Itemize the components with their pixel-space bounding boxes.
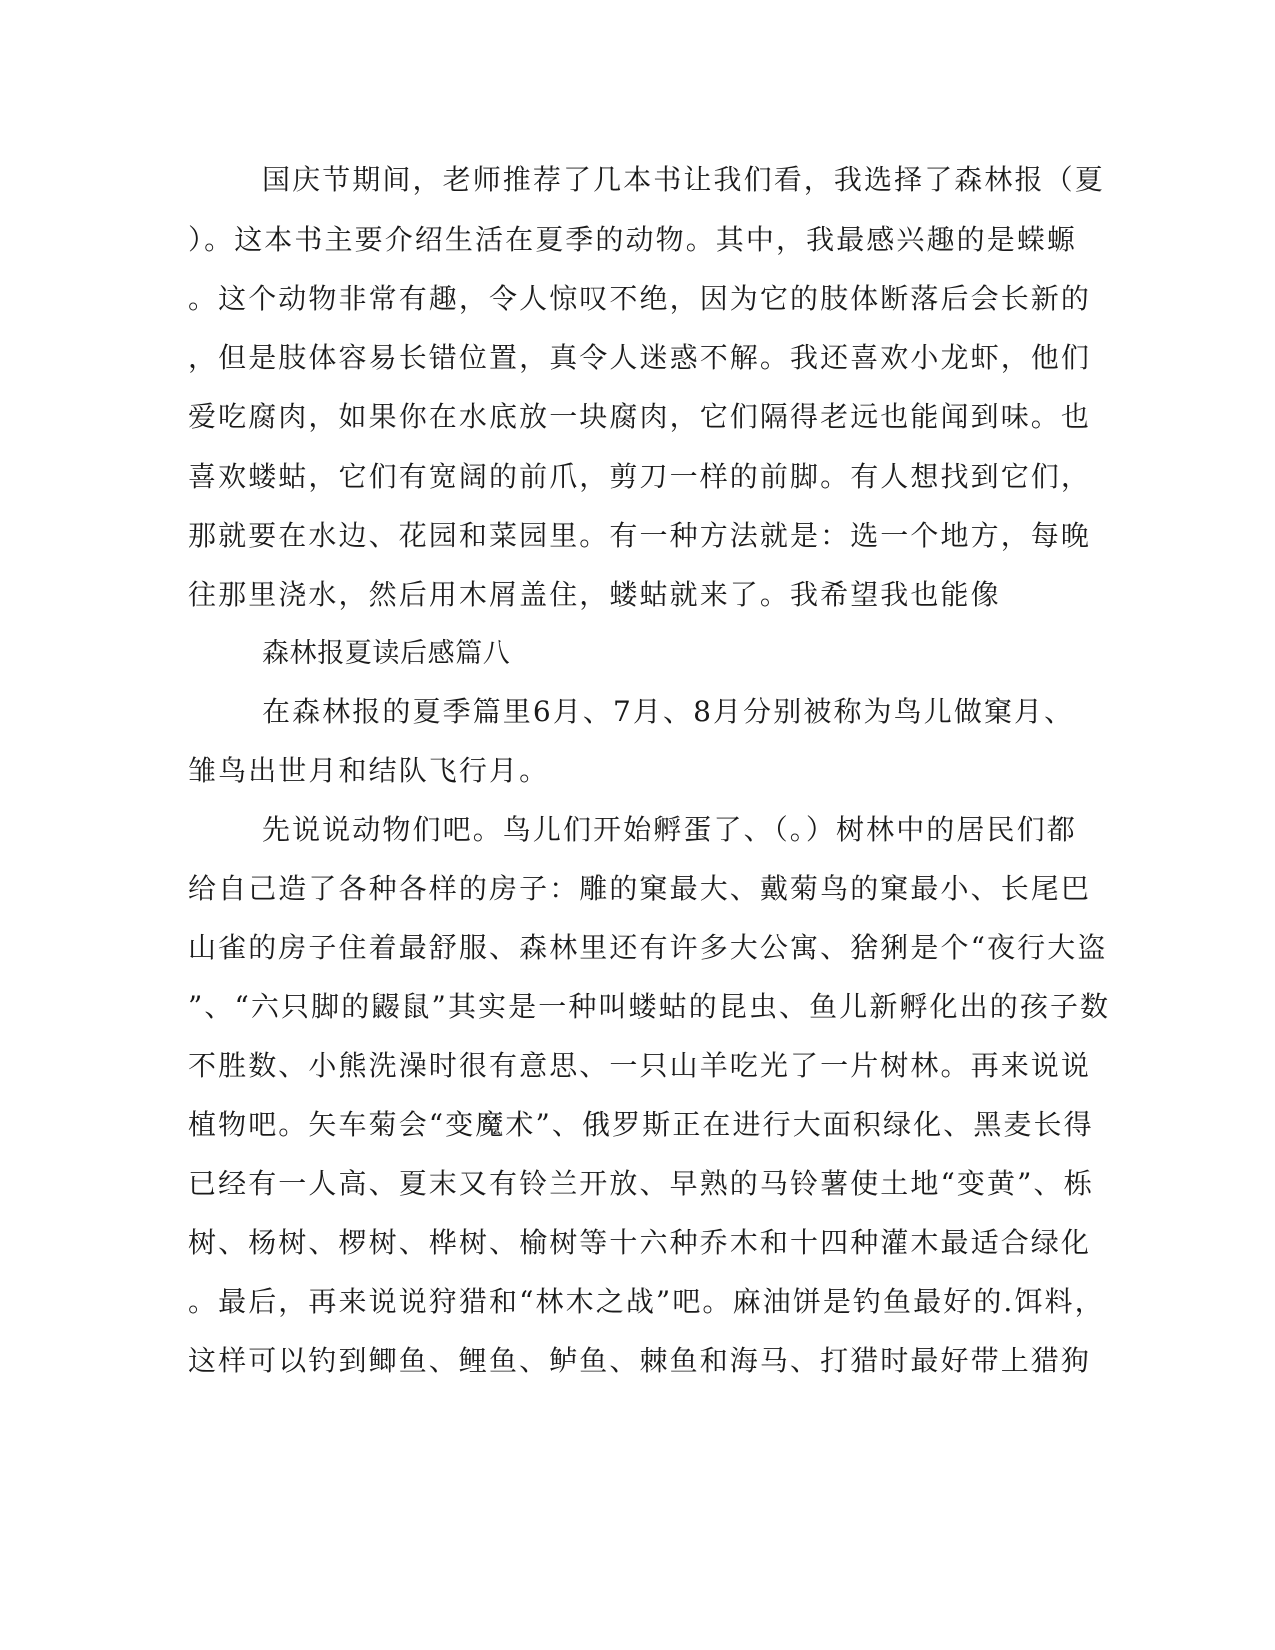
text-line: 不胜数、小熊洗澡时很有意思、一只山羊吃光了一片树林。再来说说 [188, 1049, 1092, 1082]
text-line: 。这个动物非常有趣，令人惊叹不绝，因为它的肢体断落后会长新的 [188, 282, 1092, 315]
text-line: 喜欢蝼蛄，它们有宽阔的前爪，剪刀一样的前脚。有人想找到它们， [188, 460, 1092, 493]
text-line: 在森林报的夏季篇里6月、7月、8月分别被称为鸟儿做窠月、 [262, 695, 1075, 728]
text-line: 树、杨树、椤树、桦树、榆树等十六种乔木和十四种灌木最适合绿化 [188, 1226, 1092, 1259]
text-line: ”、“六只脚的鼹鼠”其实是一种叫蝼蛄的昆虫、鱼儿新孵化出的孩子数 [188, 990, 1111, 1023]
section-heading: 森林报夏读后感篇八 [262, 638, 511, 669]
text-line: 。最后，再来说说狩猎和“林木之战”吧。麻油饼是钓鱼最好的.饵料， [188, 1285, 1105, 1318]
text-line: 山雀的房子住着最舒服、森林里还有许多大公寓、猞猁是个“夜行大盗 [188, 931, 1108, 964]
text-line: 雏鸟出世月和结队飞行月。 [188, 754, 550, 787]
text-line: 给自己造了各种各样的房子：雕的窠最大、戴菊鸟的窠最小、长尾巴 [188, 872, 1092, 905]
text-line: 这样可以钓到鲫鱼、鲤鱼、鲈鱼、棘鱼和海马、打猎时最好带上猎狗 [188, 1344, 1092, 1377]
text-line: 先说说动物们吧。鸟儿们开始孵蛋了、（。）树林中的居民们都 [262, 813, 1077, 846]
text-line: 国庆节期间，老师推荐了几本书让我们看，我选择了森林报（夏 [262, 163, 1105, 196]
text-line: 往那里浇水，然后用木屑盖住，蝼蛄就来了。我希望我也能像 [188, 578, 1001, 611]
text-line: 植物吧。矢车菊会“变魔术”、俄罗斯正在进行大面积绿化、黑麦长得 [188, 1108, 1094, 1141]
text-line: ，但是肢体容易长错位置，真令人迷惑不解。我还喜欢小龙虾，他们 [188, 341, 1092, 374]
text-line: ）。这本书主要介绍生活在夏季的动物。其中，我最感兴趣的是蝾螈 [188, 223, 1078, 256]
text-line: 已经有一人高、夏末又有铃兰开放、早熟的马铃薯使土地“变黄”、栎 [188, 1167, 1094, 1200]
text-line: 那就要在水边、花园和菜园里。有一种方法就是：选一个地方，每晚 [188, 519, 1092, 552]
text-line: 爱吃腐肉，如果你在水底放一块腐肉，它们隔得老远也能闻到味。也 [188, 400, 1092, 433]
